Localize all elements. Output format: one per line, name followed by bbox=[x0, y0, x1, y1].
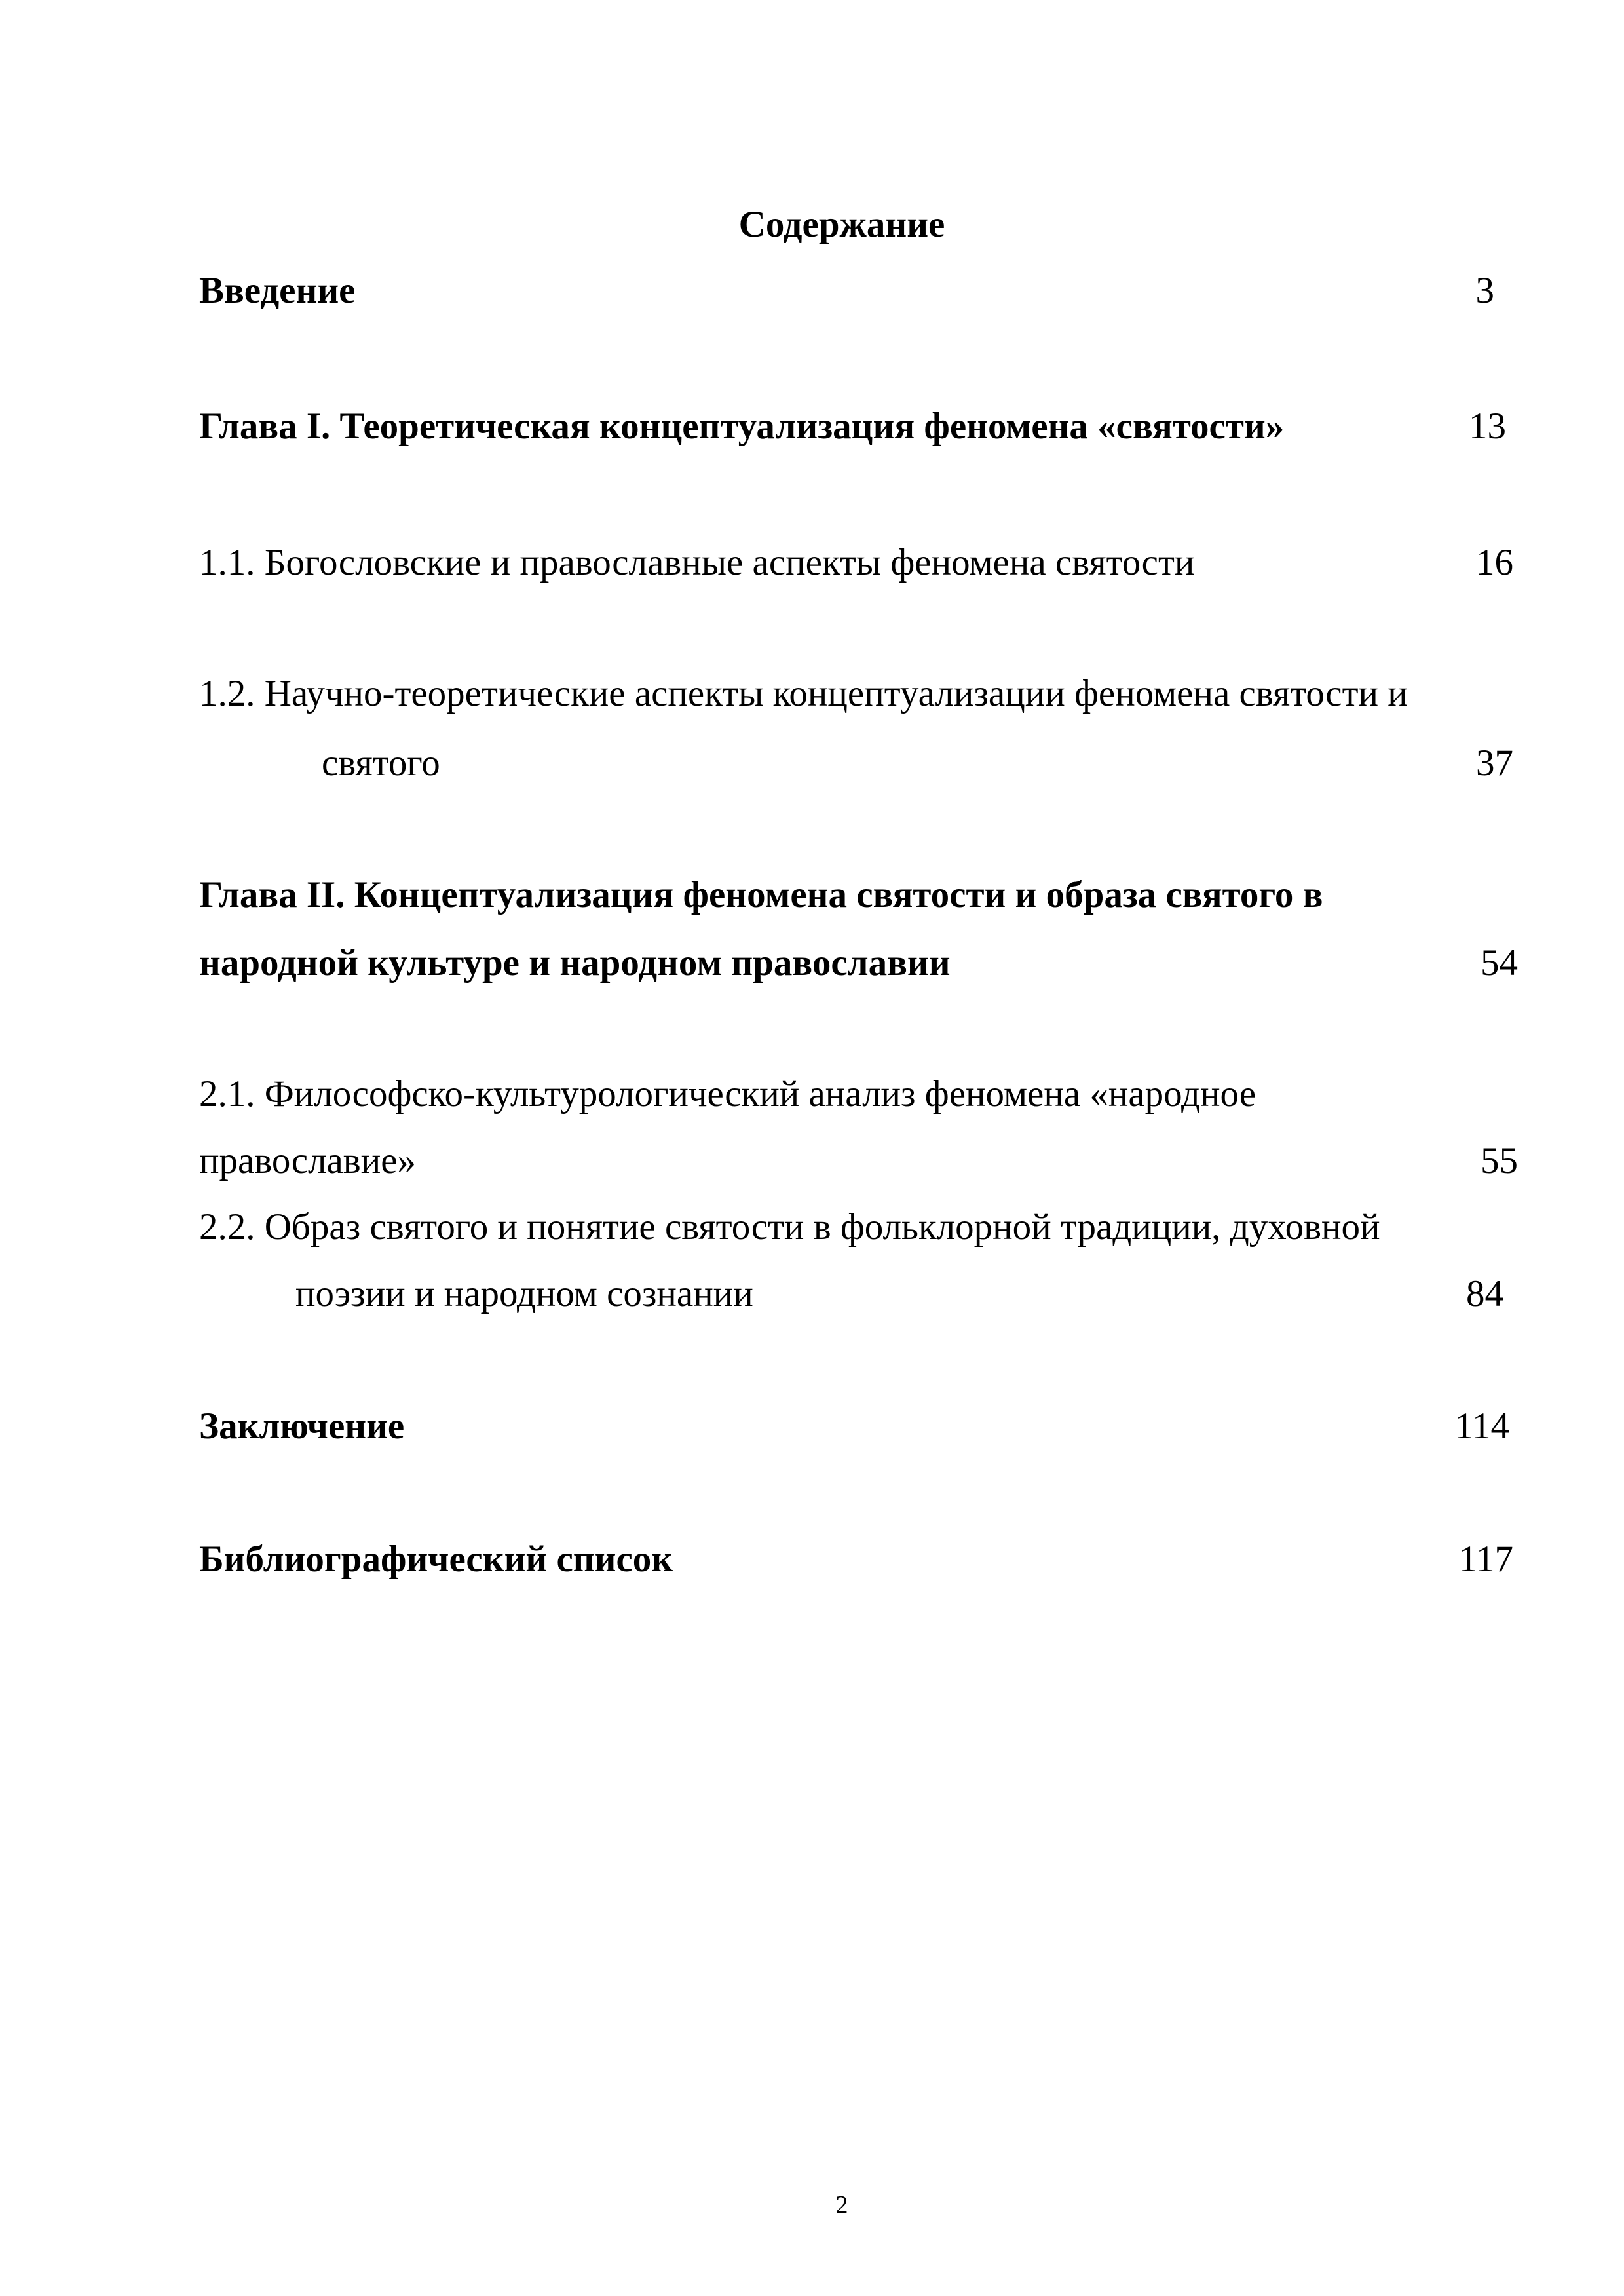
toc-entry-section-2-2[interactable]: 2.2. Образ святого и понятие святости в фольклорной традиции, духовной bbox=[199, 1206, 1380, 1248]
toc-page-number: 16 bbox=[1476, 542, 1513, 583]
toc-entry-bibliography[interactable]: Библиографический список bbox=[199, 1539, 673, 1580]
toc-page-number: 37 bbox=[1476, 742, 1513, 784]
toc-entry-section-1-2[interactable]: 1.2. Научно-теоретические аспекты концептуализации феномена святости и bbox=[199, 673, 1408, 714]
toc-entry-section-2-2-cont[interactable]: поэзии и народном сознании bbox=[295, 1273, 753, 1314]
toc-page-number: 84 bbox=[1466, 1273, 1503, 1314]
toc-title: Содержание bbox=[738, 204, 945, 245]
toc-page-number: 114 bbox=[1454, 1406, 1509, 1447]
toc-entry-chapter-2-cont[interactable]: народной культуре и народном православии bbox=[199, 942, 951, 984]
toc-page-number: 13 bbox=[1469, 406, 1506, 447]
toc-entry-chapter-2[interactable]: Глава II. Концептуализация феномена святости и образа святого в bbox=[199, 874, 1323, 915]
toc-entry-section-2-1[interactable]: 2.1. Философско-культурологический анализ феномена «народное bbox=[199, 1073, 1256, 1115]
toc-entry-introduction[interactable]: Введение bbox=[199, 270, 356, 311]
toc-page-number: 3 bbox=[1475, 270, 1494, 311]
toc-page-number: 55 bbox=[1481, 1140, 1518, 1181]
toc-entry-chapter-1[interactable]: Глава I. Теоретическая концептуализация феномена «святости» bbox=[199, 406, 1285, 447]
toc-entry-section-1-2-cont[interactable]: святого bbox=[322, 742, 440, 784]
page-number: 2 bbox=[835, 2191, 848, 2219]
toc-entry-conclusion[interactable]: Заключение bbox=[199, 1406, 405, 1447]
toc-page-number: 117 bbox=[1458, 1539, 1513, 1580]
toc-page-number: 54 bbox=[1481, 942, 1518, 984]
toc-entry-section-2-1-cont[interactable]: православие» bbox=[199, 1140, 417, 1181]
toc-entry-section-1-1[interactable]: 1.1. Богословские и православные аспекты феномена святости bbox=[199, 542, 1195, 583]
